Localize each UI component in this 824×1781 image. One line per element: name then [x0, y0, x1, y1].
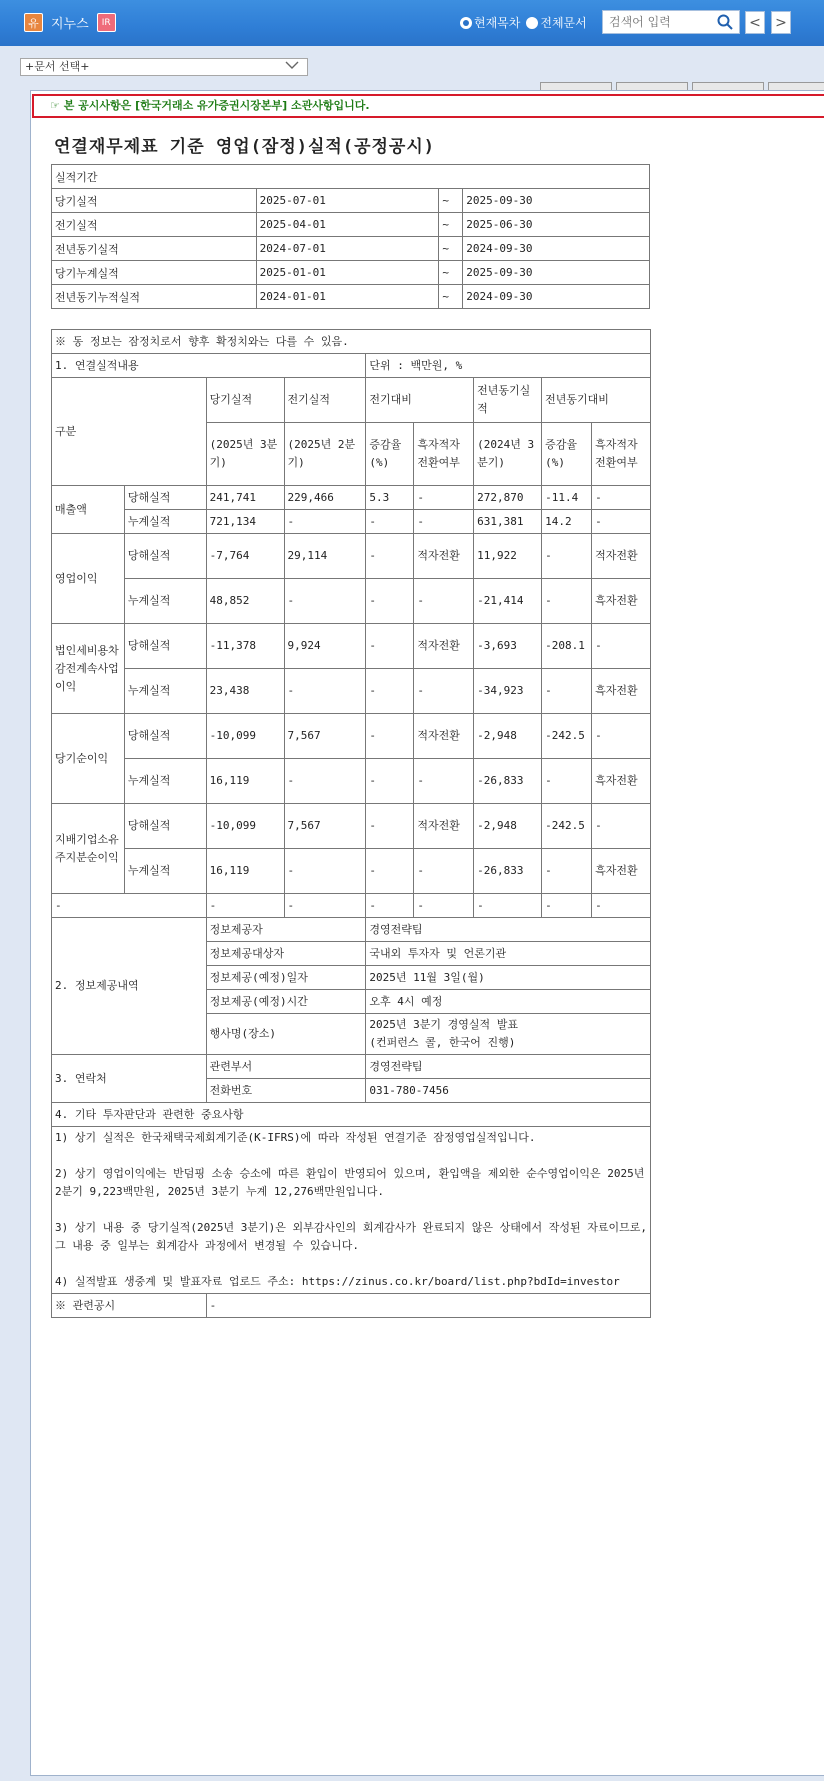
info-label: 정보제공(예정)일자	[206, 966, 366, 990]
period-sep: ~	[439, 285, 463, 309]
value-qoq-turn: -	[414, 849, 474, 894]
contact-label: 관련부서	[206, 1055, 366, 1079]
value-yoy-val: -2,948	[474, 804, 542, 849]
period-from: 2024-07-01	[256, 237, 439, 261]
period-row	[52, 237, 650, 261]
value-qoq-turn: 적자전환	[414, 624, 474, 669]
value-yoy-turn: -	[592, 804, 651, 849]
value-yoy-val: 11,922	[474, 534, 542, 579]
value-qoq: -	[366, 714, 414, 759]
value-prev: -	[284, 579, 366, 624]
period-from: 2025-07-01	[256, 189, 439, 213]
period-to: 2024-09-30	[463, 285, 650, 309]
dash-cell: -	[414, 894, 474, 918]
value-yoy-val: -26,833	[474, 849, 542, 894]
search-icon[interactable]	[717, 14, 733, 34]
contact-row	[52, 1055, 651, 1079]
value-prev: 7,567	[284, 714, 366, 759]
section1-row	[52, 354, 651, 378]
item-name: 영업이익	[52, 534, 125, 624]
value-qoq: -	[366, 579, 414, 624]
section4-title: 4. 기타 투자판단과 관련한 중요사항	[52, 1103, 651, 1127]
info-label: 정보제공대상자	[206, 942, 366, 966]
period-to: 2024-09-30	[463, 237, 650, 261]
data-row	[52, 510, 651, 534]
period-sep: ~	[439, 189, 463, 213]
radio-current-dot[interactable]	[460, 17, 472, 29]
value-prev: -	[284, 759, 366, 804]
search-input[interactable]	[603, 11, 723, 33]
subheader-sub-qoq-turn: 흑자적자전환여부	[414, 423, 474, 486]
value-yoy-val: 272,870	[474, 486, 542, 510]
value-prev: -	[284, 510, 366, 534]
value-type: 누계실적	[124, 759, 206, 804]
value-qoq: -	[366, 624, 414, 669]
value-prev: 7,567	[284, 804, 366, 849]
value-yoy-turn: -	[592, 486, 651, 510]
section4-row	[52, 1103, 651, 1127]
section3-title: 3. 연락처	[52, 1055, 207, 1103]
contact-label: 전화번호	[206, 1079, 366, 1103]
value-type: 당해실적	[124, 534, 206, 579]
value-yoy-val: 631,381	[474, 510, 542, 534]
value-yoy: -	[542, 534, 592, 579]
subheader-sub-qoq-rate: 증감율(%)	[366, 423, 414, 486]
value-type: 누계실적	[124, 669, 206, 714]
chevron-right-icon: >	[775, 14, 787, 31]
radio-current-toc[interactable]	[460, 14, 520, 31]
period-row	[52, 261, 650, 285]
value-qoq-turn: -	[414, 486, 474, 510]
value-qoq-turn: -	[414, 669, 474, 714]
search-box	[602, 10, 740, 34]
value-qoq: -	[366, 849, 414, 894]
period-row	[52, 213, 650, 237]
radio-current-label: 현재목차	[474, 16, 521, 30]
value-yoy-val: -2,948	[474, 714, 542, 759]
period-label: 전년동기누적실적	[52, 285, 257, 309]
value-qoq: -	[366, 804, 414, 849]
value-cur: 48,852	[206, 579, 284, 624]
next-result-button[interactable]	[771, 11, 791, 34]
value-cur: -11,378	[206, 624, 284, 669]
period-label: 당기누계실적	[52, 261, 257, 285]
data-row	[52, 579, 651, 624]
header-yoy: 전년동기대비	[542, 378, 651, 423]
data-row	[52, 669, 651, 714]
col-group-header: 구분	[52, 378, 207, 486]
document-select[interactable]	[20, 58, 308, 76]
subheader-sub-yoy-actual: (2024년 3분기)	[474, 423, 542, 486]
pointing-hand-icon: ☞	[50, 99, 60, 112]
value-qoq: -	[366, 510, 414, 534]
data-row	[52, 624, 651, 669]
dash-cell: -	[474, 894, 542, 918]
period-header: 실적기간	[52, 165, 650, 189]
value-yoy: -11.4	[542, 486, 592, 510]
info-value: 국내외 투자자 및 언론기관	[366, 942, 651, 966]
value-qoq-turn: -	[414, 510, 474, 534]
value-qoq: -	[366, 669, 414, 714]
chevron-down-icon	[285, 60, 299, 76]
value-yoy-val: -21,414	[474, 579, 542, 624]
document-select-value: +문서 선택+	[25, 60, 90, 73]
radio-all-dot[interactable]	[526, 17, 538, 29]
value-prev: -	[284, 669, 366, 714]
value-yoy: -242.5	[542, 804, 592, 849]
page-title: 연결재무제표 기준 영업(잠정)실적(공정공시)	[54, 137, 436, 157]
subheader-sub-cur: (2025년 3분기)	[206, 423, 284, 486]
value-cur: 16,119	[206, 759, 284, 804]
value-yoy-turn: 흑자전환	[592, 759, 651, 804]
period-to: 2025-06-30	[463, 213, 650, 237]
header-yoy-actual: 전년동기실적	[474, 378, 542, 423]
value-yoy-val: -3,693	[474, 624, 542, 669]
value-cur: 16,119	[206, 849, 284, 894]
item-name: 법인세비용차감전계속사업이익	[52, 624, 125, 714]
radio-all-label: 전체문서	[540, 16, 587, 30]
info-label: 행사명(장소)	[206, 1014, 366, 1055]
period-from: 2025-01-01	[256, 261, 439, 285]
notes-text: 1) 상기 실적은 한국채택국제회계기준(K-IFRS)에 따라 작성된 연결기준 잠정영업실적입니다. 2) 상기 영업이익에는 반덤핑 소송 승소에 따른 환입이 반영되어 있으며, 환입액을 제외한 순수영업이익은 2025년 2분기 9,223백만원, 2025년 3분기 누계 12,276백만원입니다. 3) 상기 내용 중 당기실적(2025년 3분기)은 외부감사인의 회계감사가 완료되지 않은 상태에서 작성된 자료이므로, 그 내용 중 일부는 회계감사 과정에서 변경될 수 있습니다. 4) 실적발표 생중계 및 발표자료 업로드 주소: https://zinus.co.kr/board/list.php?bdId=investor	[52, 1127, 651, 1294]
value-yoy-val: -34,923	[474, 669, 542, 714]
period-header-row	[52, 165, 650, 189]
info-label: 정보제공자	[206, 918, 366, 942]
value-prev: 229,466	[284, 486, 366, 510]
jurisdiction-notice	[32, 94, 824, 118]
header-row-1	[52, 378, 651, 423]
data-row	[52, 486, 651, 510]
value-yoy-turn: -	[592, 624, 651, 669]
section2-title: 2. 정보제공내역	[52, 918, 207, 1055]
value-yoy-turn: 적자전환	[592, 534, 651, 579]
value-yoy-turn: 흑자전환	[592, 849, 651, 894]
value-type: 당해실적	[124, 624, 206, 669]
market-badge: 유	[24, 13, 43, 32]
section1-title: 1. 연결실적내용	[52, 354, 366, 378]
value-prev: 29,114	[284, 534, 366, 579]
value-yoy: -242.5	[542, 714, 592, 759]
item-name: 당기순이익	[52, 714, 125, 804]
value-yoy-turn: 흑자전환	[592, 669, 651, 714]
related-label: ※ 관련공시	[52, 1294, 207, 1318]
dash-cell: -	[366, 894, 414, 918]
disclaimer-row	[52, 330, 651, 354]
notes-row	[52, 1127, 651, 1294]
item-name: 지배기업소유주지분순이익	[52, 804, 125, 894]
value-qoq: -	[366, 534, 414, 579]
prev-result-button[interactable]	[745, 11, 765, 34]
value-prev: 9,924	[284, 624, 366, 669]
period-row	[52, 189, 650, 213]
dash-cell: -	[284, 894, 366, 918]
value-yoy: -	[542, 669, 592, 714]
header-cur: 당기실적	[206, 378, 284, 423]
info-value: 오후 4시 예정	[366, 990, 651, 1014]
contact-value: 031-780-7456	[366, 1079, 651, 1103]
value-cur: -10,099	[206, 714, 284, 759]
value-type: 누계실적	[124, 510, 206, 534]
dash-cell: -	[206, 894, 284, 918]
period-to: 2025-09-30	[463, 261, 650, 285]
value-yoy: -	[542, 759, 592, 804]
company-name[interactable]: 지누스	[51, 17, 89, 32]
info-label: 정보제공(예정)시간	[206, 990, 366, 1014]
dash-cell: -	[542, 894, 592, 918]
dash-cell: -	[592, 894, 651, 918]
value-qoq-turn: 적자전환	[414, 714, 474, 759]
header-prev: 전기실적	[284, 378, 366, 423]
value-qoq: 5.3	[366, 486, 414, 510]
value-qoq-turn: 적자전환	[414, 804, 474, 849]
value-type: 누계실적	[124, 849, 206, 894]
data-row	[52, 714, 651, 759]
subheader-sub-prev: (2025년 2분기)	[284, 423, 366, 486]
value-qoq-turn: 적자전환	[414, 534, 474, 579]
related-value: -	[206, 1294, 650, 1318]
value-type: 당해실적	[124, 804, 206, 849]
value-yoy: -208.1	[542, 624, 592, 669]
subheader-sub-yoy-turn: 흑자적자전환여부	[592, 423, 651, 486]
value-yoy: -	[542, 849, 592, 894]
subheader-sub-yoy-rate: 증감율(%)	[542, 423, 592, 486]
contact-value: 경영전략팀	[366, 1055, 651, 1079]
period-label: 전년동기실적	[52, 237, 257, 261]
period-from: 2025-04-01	[256, 213, 439, 237]
data-row	[52, 849, 651, 894]
value-cur: -10,099	[206, 804, 284, 849]
value-cur: -7,764	[206, 534, 284, 579]
data-row	[52, 804, 651, 849]
data-row	[52, 534, 651, 579]
info-row	[52, 918, 651, 942]
info-value: 경영전략팀	[366, 918, 651, 942]
related-row	[52, 1294, 651, 1318]
value-type: 당해실적	[124, 486, 206, 510]
radio-all-docs[interactable]	[526, 14, 586, 31]
value-qoq-turn: -	[414, 579, 474, 624]
chevron-left-icon: <	[749, 14, 761, 31]
company-brand[interactable]	[24, 13, 116, 32]
top-toolbar	[0, 0, 824, 46]
value-cur: 241,741	[206, 486, 284, 510]
period-sep: ~	[439, 213, 463, 237]
value-prev: -	[284, 849, 366, 894]
unit-label: 단위 : 백만원, %	[366, 354, 651, 378]
search-scope	[460, 14, 587, 31]
period-from: 2024-01-01	[256, 285, 439, 309]
period-row	[52, 285, 650, 309]
value-yoy: -	[542, 579, 592, 624]
period-sep: ~	[439, 261, 463, 285]
period-table	[51, 164, 650, 309]
value-yoy-turn: -	[592, 510, 651, 534]
value-cur: 721,134	[206, 510, 284, 534]
info-value: 2025년 11월 3일(월)	[366, 966, 651, 990]
value-yoy-turn: -	[592, 714, 651, 759]
period-sep: ~	[439, 237, 463, 261]
value-yoy-val: -26,833	[474, 759, 542, 804]
data-row	[52, 759, 651, 804]
value-qoq: -	[366, 759, 414, 804]
period-label: 당기실적	[52, 189, 257, 213]
value-cur: 23,438	[206, 669, 284, 714]
period-label: 전기실적	[52, 213, 257, 237]
dash-cell: -	[52, 894, 207, 918]
item-name: 매출액	[52, 486, 125, 534]
info-value: 2025년 3분기 경영실적 발표 (컨퍼런스 콜, 한국어 진행)	[366, 1014, 651, 1055]
ir-badge[interactable]: IR	[97, 13, 116, 32]
value-yoy: 14.2	[542, 510, 592, 534]
disclaimer: ※ 동 정보는 잠정치로서 향후 확정치와는 다를 수 있음.	[52, 330, 651, 354]
header-qoq: 전기대비	[366, 378, 474, 423]
value-qoq-turn: -	[414, 759, 474, 804]
dash-row	[52, 894, 651, 918]
value-type: 당해실적	[124, 714, 206, 759]
results-table	[51, 329, 651, 1318]
value-type: 누계실적	[124, 579, 206, 624]
notice-text: 본 공시사항은 [한국거래소 유가증권시장본부] 소관사항입니다.	[63, 99, 370, 112]
value-yoy-turn: 흑자전환	[592, 579, 651, 624]
period-to: 2025-09-30	[463, 189, 650, 213]
